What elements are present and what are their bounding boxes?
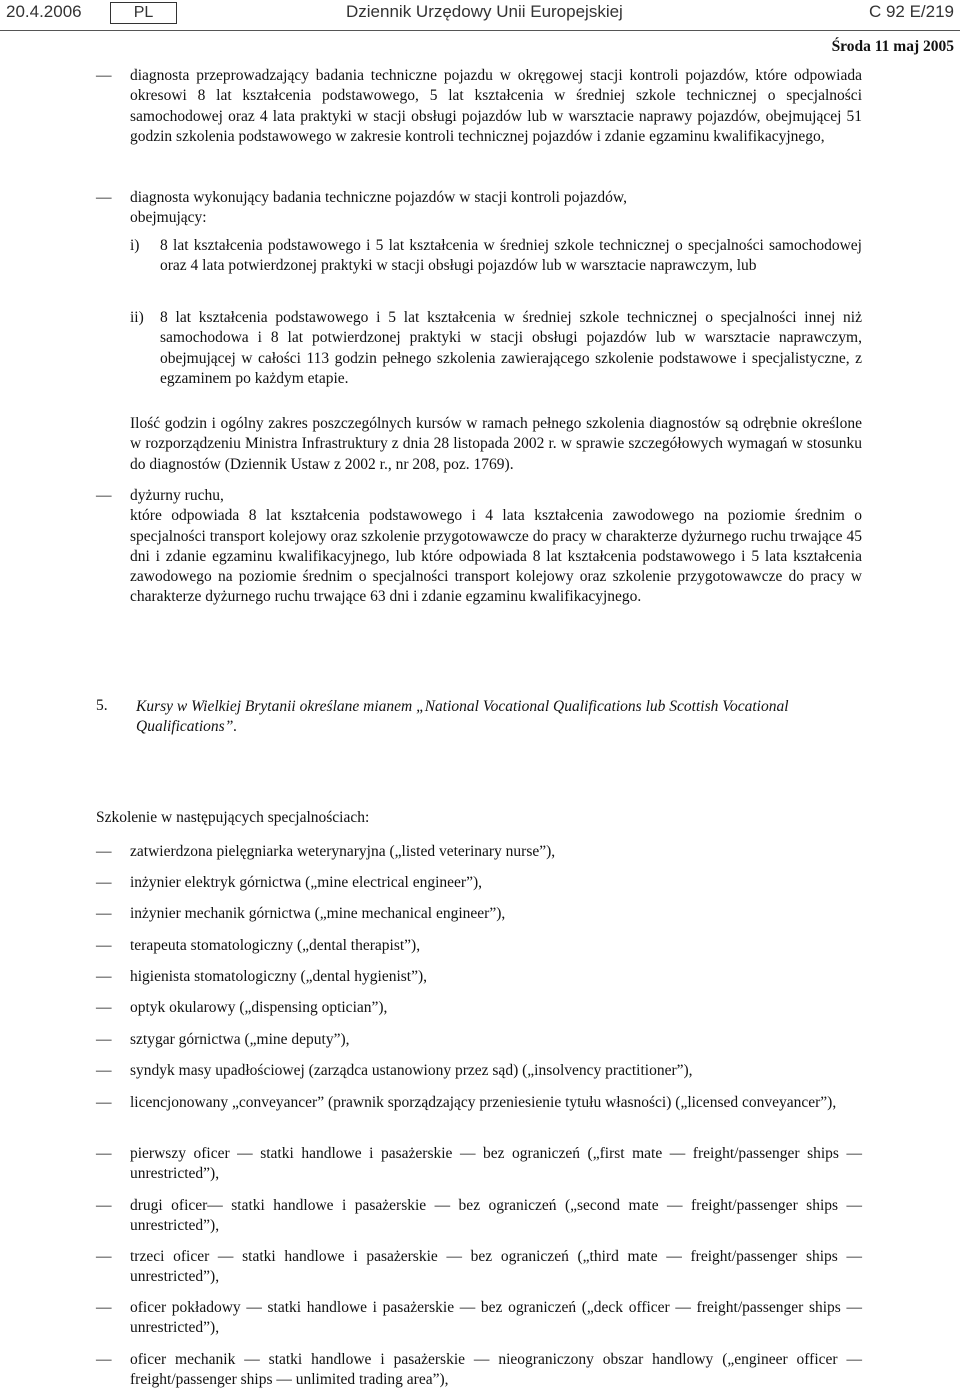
- sub-item-text: 8 lat kształcenia podstawowego i 5 lat kształcenia w średniej szkole technicznej o specjalności innej niż samochodowa i 8 lat potwierdzonej praktyki w stacji obsługi pojazdów lub w warsztacie naprawczym, obejmującej w całości 113 godzin pełnego szkolenia zawierającego szkolenie podstawowe i specjalistyczne, z egzaminem po każdym etapie.: [160, 309, 862, 387]
- list-item: [96, 188, 862, 229]
- publication-date: 20.4.2006: [6, 2, 82, 21]
- list-item: [96, 486, 862, 608]
- dash-bullet: —: [96, 968, 112, 985]
- list-item-text: oficer mechanik — statki handlowe i pasażerskie — nieograniczony obszar handlowy („engineer officer — freight/passenger ships — unlimited trading area”),: [130, 1351, 862, 1389]
- list-item: [96, 967, 862, 987]
- list-item-text: diagnosta przeprowadzający badania techniczne pojazdu w okręgowej stacji kontroli pojazdów, które odpowiada okresowi 8 lat kształcenia podstawowego, 5 lat kształcenia w średniej szkole technicznej o specjalności samochodowej oraz 4 lata praktyki w stacji obsługi pojazdów lub w warsztacie naprawy pojazdów, obejmującej 51 godzin szkolenia podstawowego w zakresie kontroli technicznej pojazdów i zdanie egzaminu kwalifikacyjnego,: [130, 67, 862, 145]
- dash-bullet: —: [96, 843, 112, 860]
- list-item: [96, 1144, 862, 1185]
- page-reference: C 92 E/219: [868, 2, 954, 21]
- list-item-text: oficer pokładowy — statki handlowe i pasażerskie — bez ograniczeń („deck officer — freight/passenger ships — unrestricted”),: [130, 1299, 862, 1337]
- list-item-text: inżynier mechanik górnictwa („mine mechanical engineer”),: [130, 905, 506, 922]
- list-item: [96, 842, 862, 862]
- header-rule: [0, 30, 960, 31]
- language-box: PL: [110, 2, 177, 24]
- journal-title: Dziennik Urzędowy Unii Europejskiej: [346, 2, 623, 21]
- dash-bullet: —: [96, 874, 112, 891]
- list-item: [96, 1093, 862, 1113]
- list-item-text: które odpowiada 8 lat kształcenia podstawowego i 4 lata kształcenia zawodowego na poziomie średnim o specjalności transport kolejowy oraz szkolenie przygotowawcze do pracy w charakterze dyżurnego ruchu trwające 45 dni i zdanie egzaminu kwalifikacyjnego, lub które odpowiada 8 lat kształcenia podstawowego i 5 lata kształcenia zawodowego na poziomie średnim o specjalności transport kolejowy oraz szkolenie przygotowawcze do pracy w charakterze dyżurnego ruchu trwające 63 dni i zdanie egzaminu kwalifikacyjnego.: [130, 507, 862, 606]
- dash-bullet: —: [96, 937, 112, 954]
- sub-item-label: i): [130, 237, 140, 254]
- list-item-text: zatwierdzona pielęgniarka weterynaryjna („listed veterinary nurse”),: [130, 843, 556, 860]
- dash-bullet: —: [96, 1351, 112, 1368]
- dash-bullet: —: [96, 999, 112, 1016]
- page-header: [0, 0, 960, 30]
- list-item: [96, 1030, 862, 1050]
- list-item-text: syndyk masy upadłościowej (zarządca ustanowiony przez sąd) („insolvency practitioner”),: [130, 1062, 693, 1079]
- list-item: [96, 1061, 862, 1081]
- list-item: [96, 66, 862, 147]
- sub-item-text: 8 lat kształcenia podstawowego i 5 lat kształcenia w średniej szkole technicznej o specjalności samochodowej oraz 4 lata potwierdzonej praktyki w stacji obsługi pojazdów lub w warsztacie naprawczym, lub: [160, 237, 862, 275]
- list-item-text: trzeci oficer — statki handlowe i pasażerskie — bez ograniczeń („third mate — freight/passenger ships — unrestricted”),: [130, 1248, 862, 1286]
- dash-bullet: —: [96, 1062, 112, 1079]
- dash-bullet: —: [96, 1299, 112, 1316]
- dash-bullet: —: [96, 1197, 112, 1214]
- list-item-text: licencjonowany „conveyancer” (prawnik sporządzający przeniesienie tytułu własności) („licensed conveyancer”),: [130, 1094, 837, 1111]
- dash-bullet: —: [96, 1248, 112, 1265]
- section-text: Kursy w Wielkiej Brytanii określane mianem „National Vocational Qualifications lub Scottish Vocational Qualifications”.: [136, 698, 789, 736]
- list-item-text: inżynier elektryk górnictwa („mine electrical engineer”),: [130, 874, 483, 891]
- sub-item: [96, 308, 862, 389]
- list-item: [96, 936, 862, 956]
- list-item-text: drugi oficer— statki handlowe i pasażerskie — bez ograniczeń („second mate — freight/passenger ships — unrestricted”),: [130, 1197, 862, 1235]
- dash-bullet: —: [96, 1094, 112, 1111]
- training-heading: Szkolenie w następujących specjalnościach:: [96, 809, 370, 826]
- dash-bullet: —: [96, 1145, 112, 1162]
- session-date: Środa 11 maj 2005: [831, 38, 954, 55]
- list-item: [96, 998, 862, 1018]
- dash-bullet: —: [96, 487, 112, 504]
- dash-bullet: —: [96, 189, 112, 206]
- dash-bullet: —: [96, 67, 112, 84]
- sub-item-label: ii): [130, 309, 144, 326]
- dash-bullet: —: [96, 1031, 112, 1048]
- dash-bullet: —: [96, 905, 112, 922]
- list-item: [96, 1298, 862, 1339]
- list-item-text: pierwszy oficer — statki handlowe i pasażerskie — bez ograniczeń („first mate — freight/passenger ships — unrestricted”),: [130, 1145, 862, 1183]
- list-item-text: terapeuta stomatologiczny („dental therapist”),: [130, 937, 421, 954]
- section-number: 5.: [96, 697, 108, 714]
- sub-item: [96, 236, 862, 277]
- list-item: [96, 1247, 862, 1288]
- list-item: [96, 1196, 862, 1237]
- list-item-text: optyk okularowy („dispensing optician”),: [130, 999, 388, 1016]
- list-item-title: dyżurny ruchu,: [130, 487, 224, 504]
- list-item-text: higienista stomatologiczny („dental hygienist”),: [130, 968, 428, 985]
- note-paragraph: Ilość godzin i ogólny zakres poszczególnych kursów w ramach pełnego szkolenia diagnostów są odrębnie określone w rozporządzeniu Ministra Infrastruktury z dnia 28 listopada 2002 r. w sprawie szczegółowych wymagań w stosunku do diagnostów (Dziennik Ustaw z 2002 r., nr 208, poz. 1769).: [130, 415, 862, 473]
- list-item-text: diagnosta wykonujący badania techniczne pojazdów w stacji kontroli pojazdów, obejmujący:: [130, 189, 627, 227]
- list-item: [96, 1350, 862, 1391]
- list-item-text: sztygar górnictwa („mine deputy”),: [130, 1031, 350, 1048]
- list-item: [96, 904, 862, 924]
- list-item: [96, 873, 862, 893]
